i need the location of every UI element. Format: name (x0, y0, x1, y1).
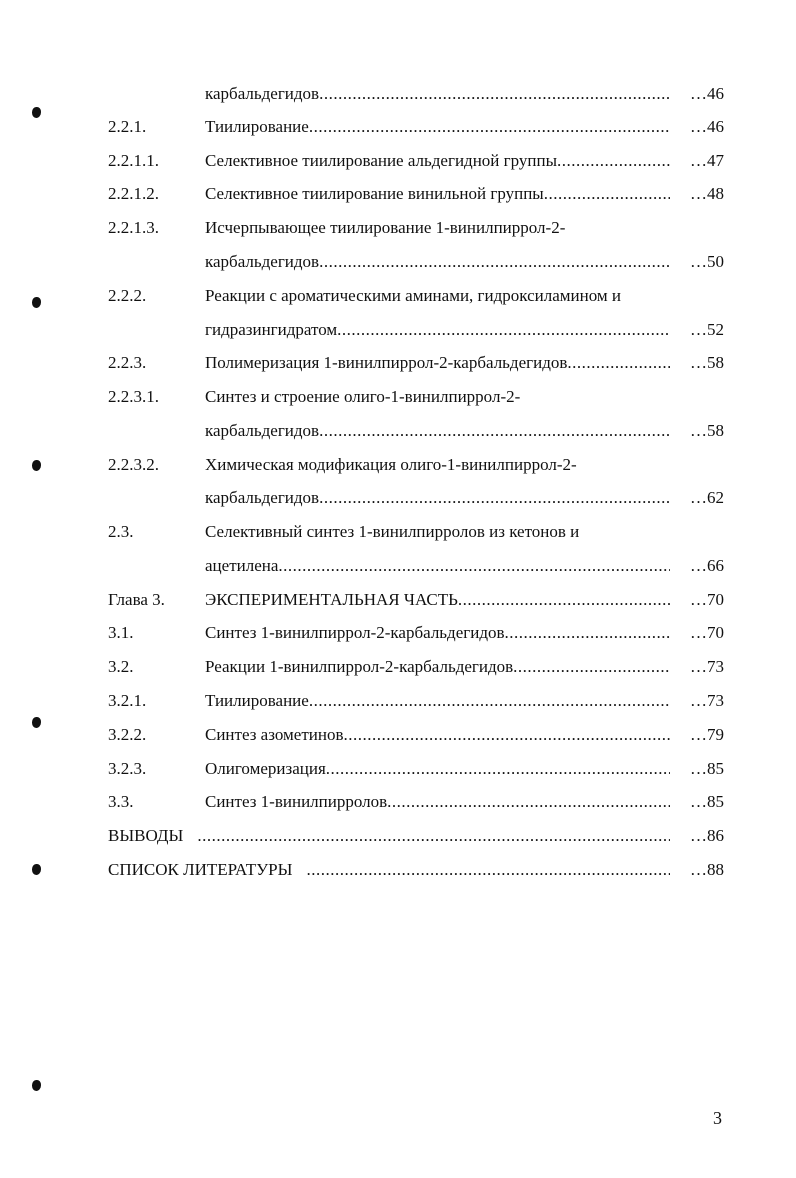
toc-entry-number: 2.2.3.2. (108, 455, 159, 474)
toc-entry-number: 2.2.1.1. (108, 151, 159, 170)
toc-entry-number: 3.2.1. (108, 691, 147, 710)
toc-entry-number: 2.2.2. (108, 286, 147, 305)
toc-entry-title: Реакции с ароматическими аминами, гидроксиламином и (205, 286, 622, 305)
binding-hole-mark (32, 1080, 41, 1091)
toc-entry-page: …46 (690, 117, 724, 136)
toc-entry-page: …58 (690, 353, 724, 372)
toc-entry[interactable] (0, 823, 796, 849)
toc-entry-page: …70 (690, 623, 724, 642)
toc-entry[interactable] (0, 317, 796, 343)
toc-entry-page: …66 (690, 556, 724, 575)
toc-entry[interactable] (0, 519, 796, 545)
toc-entry-page: …85 (690, 792, 724, 811)
toc-entry-title: карбальдегидов ..... (205, 485, 670, 511)
toc-entry-title: Синтез азометинов ..... (205, 722, 670, 748)
toc-entry[interactable] (0, 249, 796, 275)
toc-entry-number: 3.1. (108, 623, 134, 642)
toc-entry-number: 2.2.1.3. (108, 218, 159, 237)
toc-entry-title: СПИСОК ЛИТЕРАТУРЫ ..... (108, 857, 670, 883)
toc-entry-title: ВЫВОДЫ ..... (108, 823, 670, 849)
toc-entry-title: гидразингидратом ..... (205, 317, 670, 343)
toc-entry[interactable] (0, 181, 796, 207)
toc-entry-title: Синтез 1-винилпиррол-2-карбальдегидов ..... (205, 620, 670, 646)
toc-entry-title: Селективное тиилирование винильной группы ..... (205, 181, 670, 207)
toc-entry-number: 3.2.2. (108, 725, 147, 744)
toc-entry-title: Полимеризация 1-винилпиррол-2-карбальдегидов ..... (205, 350, 670, 376)
toc-entry-number: 2.2.1. (108, 117, 147, 136)
toc-entry[interactable] (0, 148, 796, 174)
toc-entry[interactable] (0, 722, 796, 748)
toc-entry-title: Исчерпывающее тиилирование 1-винилпиррол-2- (205, 218, 566, 237)
toc-entry-title: Синтез 1-винилпирролов ..... (205, 789, 670, 815)
toc-entry-title: карбальдегидов ..... (205, 418, 670, 444)
toc-entry-page: …52 (690, 320, 724, 339)
toc-entry-page: …48 (690, 184, 724, 203)
toc-entry[interactable] (0, 553, 796, 579)
toc-entry-page: …58 (690, 421, 724, 440)
toc-entry[interactable] (0, 857, 796, 883)
toc-entry-number: 3.2.3. (108, 759, 147, 778)
toc-entry-title: Химическая модификация олиго-1-винилпиррол-2- (205, 455, 577, 474)
toc-entry-page: …79 (690, 725, 724, 744)
toc-entry-title: ацетилена ..... (205, 553, 670, 579)
toc-entry[interactable] (0, 215, 796, 241)
toc-entry[interactable] (0, 452, 796, 478)
toc-entry[interactable] (0, 587, 796, 613)
toc-entry-page: …73 (690, 691, 724, 710)
toc-entry-title: Селективный синтез 1-винилпирролов из кетонов и (205, 522, 580, 541)
toc-entry-page: …73 (690, 657, 724, 676)
toc-entry-number: 2.3. (108, 522, 134, 541)
toc-entry-number: 2.2.3.1. (108, 387, 159, 406)
toc-entry[interactable] (0, 350, 796, 376)
toc-entry-title: Олигомеризация ..... (205, 756, 670, 782)
toc-entry-title: Тиилирование ..... (205, 688, 670, 714)
toc-entry-page: …70 (690, 590, 724, 609)
toc-entry[interactable] (0, 81, 796, 107)
toc-entry[interactable] (0, 418, 796, 444)
toc-entry[interactable] (0, 114, 796, 140)
toc-entry-page: …50 (690, 252, 724, 271)
toc-entry[interactable] (0, 485, 796, 511)
toc-entry-number: 2.2.1.2. (108, 184, 159, 203)
toc-entry-title: Синтез и строение олиго-1-винилпиррол-2- (205, 387, 521, 406)
toc-entry-page: …46 (690, 84, 724, 103)
toc-entry[interactable] (0, 654, 796, 680)
toc-entry[interactable] (0, 384, 796, 410)
toc-entry-title: ЭКСПЕРИМЕНТАЛЬНАЯ ЧАСТЬ ..... (205, 587, 670, 613)
toc-entry-title: Реакции 1-винилпиррол-2-карбальдегидов ..... (205, 654, 670, 680)
toc-entry-title: карбальдегидов ..... (205, 81, 670, 107)
toc-entry-number: 3.3. (108, 792, 134, 811)
toc-entry-title: Тиилирование ..... (205, 114, 670, 140)
toc-entry-page: …47 (690, 151, 724, 170)
toc-entry[interactable] (0, 283, 796, 309)
toc-entry-number: 2.2.3. (108, 353, 147, 372)
toc-entry-number: 3.2. (108, 657, 134, 676)
toc-entry[interactable] (0, 756, 796, 782)
toc-entry-title: Селективное тиилирование альдегидной группы ..... (205, 148, 670, 174)
toc-entry-page: …88 (690, 860, 724, 879)
toc-entry[interactable] (0, 620, 796, 646)
page-number: 3 (713, 1108, 722, 1128)
toc-entry-title: карбальдегидов ..... (205, 249, 670, 275)
toc-entry-number: Глава 3. (108, 590, 165, 609)
toc-entry-page: …62 (690, 488, 724, 507)
toc-entry[interactable] (0, 688, 796, 714)
toc-entry-page: …86 (690, 826, 724, 845)
toc-entry-page: …85 (690, 759, 724, 778)
toc-entry[interactable] (0, 789, 796, 815)
